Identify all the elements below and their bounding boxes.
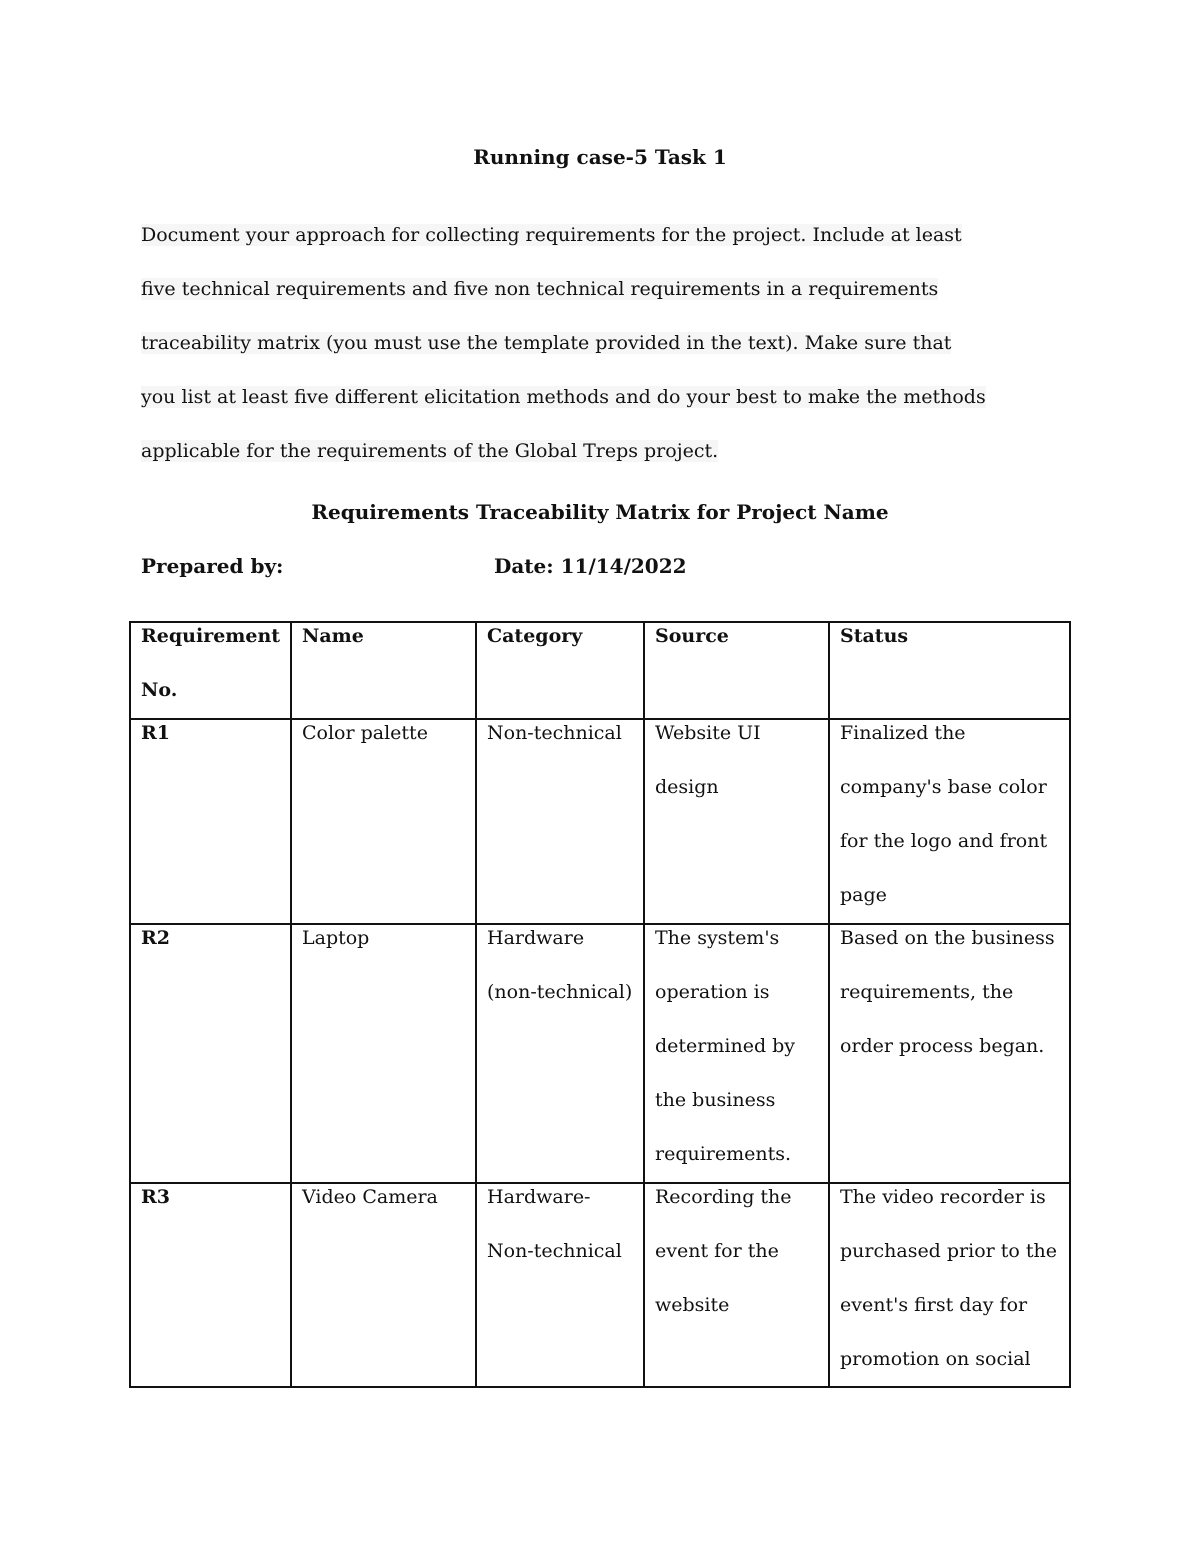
prepared-by-label: Prepared by: [141, 554, 284, 578]
page-title: Running case-5 Task 1 [473, 145, 727, 169]
name-cell: Laptop [291, 924, 476, 1183]
header-requirement-no: Requirement No. [130, 622, 291, 719]
requirement-id-cell: R2 [130, 924, 291, 1183]
table-header-row [130, 622, 1070, 719]
name-cell: Color palette [291, 719, 476, 924]
header-source: Source [644, 622, 829, 719]
status-cell: Finalized the company's base color for the logo and front page [829, 719, 1070, 924]
date-label: Date: 11/14/2022 [494, 554, 687, 578]
name-cell: Video Camera [291, 1183, 476, 1387]
status-cell: Based on the business requirements, the order process began. [829, 924, 1070, 1183]
source-cell: Recording the event for the website [644, 1183, 829, 1387]
category-cell: Hardware-Non-technical [476, 1183, 644, 1387]
requirement-id-cell: R1 [130, 719, 291, 924]
source-cell: Website UI design [644, 719, 829, 924]
source-cell: The system's operation is determined by the business requirements. [644, 924, 829, 1183]
category-cell: Hardware (non-technical) [476, 924, 644, 1183]
header-name: Name [291, 622, 476, 719]
status-cell: The video recorder is purchased prior to the event's first day for promotion on social [829, 1183, 1070, 1387]
header-status: Status [829, 622, 1070, 719]
requirement-id-cell: R3 [130, 1183, 291, 1387]
instructions-paragraph [141, 208, 986, 478]
instruction-line: Document your approach for collecting requirements for the project. Include at least [141, 224, 962, 246]
instruction-line: five technical requirements and five non technical requirements in a requirements [141, 278, 939, 300]
instruction-line: applicable for the requirements of the Global Treps project. [141, 440, 719, 462]
table-row [130, 1183, 1070, 1387]
instruction-line: traceability matrix (you must use the template provided in the text). Make sure that [141, 332, 952, 354]
header-category: Category [476, 622, 644, 719]
table-row [130, 924, 1070, 1183]
matrix-title: Requirements Traceability Matrix for Project Name [311, 500, 889, 524]
category-cell: Non-technical [476, 719, 644, 924]
requirements-traceability-matrix [129, 621, 1071, 1388]
table-row [130, 719, 1070, 924]
instruction-line: you list at least five different elicitation methods and do your best to make the methods [141, 386, 986, 408]
